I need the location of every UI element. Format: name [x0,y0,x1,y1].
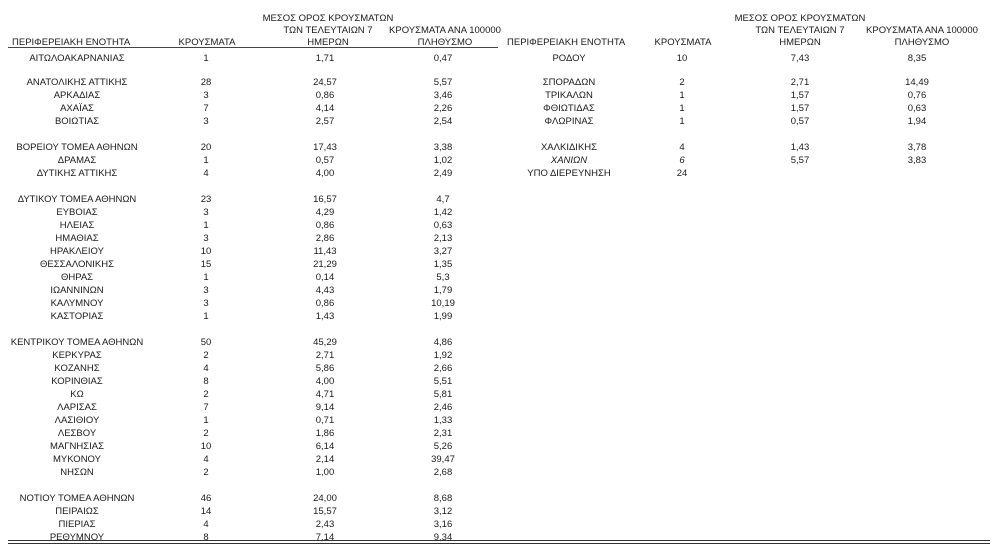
per100k-value: 1,99 [433,311,453,322]
avg7-value: 11,43 [313,246,337,257]
avg7-value: 1,43 [790,142,810,153]
cases-value: 8 [203,532,209,543]
region-name: ΡΕΘΥΜΝΟΥ [49,532,105,543]
region-name: ΔΥΤΙΚΟΥ ΤΟΜΕΑ ΑΘΗΝΩΝ [17,194,137,205]
per100k-value: 1,79 [433,285,453,296]
per100k-value: 2,68 [433,467,453,478]
avg7-value: 2,57 [315,116,335,127]
header-per-line1: ΚΡΟΥΣΜΑΤΑ ΑΝΑ 100000 [866,25,978,36]
per100k-value: 0,63 [907,103,927,114]
avg7-value: 24,00 [313,493,337,504]
cases-value: 3 [203,233,209,244]
region-name: ΔΡΑΜΑΣ [57,155,97,166]
per100k-value: 1,02 [433,155,453,166]
header-divider [8,47,498,48]
region-name: ΦΛΩΡΙΝΑΣ [544,116,594,127]
header-per100k-left [380,25,510,49]
header-avg-line3: ΗΜΕΡΩΝ [307,37,349,48]
region-name: ΒΟΡΕΙΟΥ ΤΟΜΕΑ ΑΘΗΝΩΝ [16,142,138,153]
header-region-left: ΠΕΡΙΦΕΡΕΙΑΚΗ ΕΝΟΤΗΤΑ [12,37,131,48]
cases-value: 1 [679,103,685,114]
header-avg-line1: ΜΕΣΟΣ ΟΡΟΣ ΚΡΟΥΣΜΑΤΩΝ [262,13,394,24]
region-name: ΘΕΣΣΑΛΟΝΙΚΗΣ [40,259,114,270]
per100k-value: 2,26 [433,103,453,114]
cases-value: 2 [679,77,685,88]
region-name: ΕΥΒΟΙΑΣ [56,207,98,218]
avg7-value: 4,71 [315,389,335,400]
cases-value: 1 [203,220,209,231]
per100k-value: 39,47 [431,454,455,465]
cases-value: 1 [679,116,685,127]
cases-value: 1 [203,155,209,166]
cases-value: 20 [200,142,212,153]
region-name: ΜΑΓΝΗΣΙΑΣ [50,441,104,452]
per100k-value: 2,49 [433,168,453,179]
avg7-value: 1,86 [315,428,335,439]
region-name: ΦΘΙΩΤΙΔΑΣ [543,103,595,114]
header-region-right: ΠΕΡΙΦΕΡΕΙΑΚΗ ΕΝΟΤΗΤΑ [507,37,626,48]
region-name: ΔΥΤΙΚΗΣ ΑΤΤΙΚΗΣ [36,168,118,179]
header-avg-line2: ΤΩΝ ΤΕΛΕΥΤΑΙΩΝ 7 [755,25,845,36]
avg7-value: 0,86 [315,298,335,309]
avg7-value: 0,14 [315,272,335,283]
region-name: ΗΜΑΘΙΑΣ [55,233,99,244]
per100k-value: 0,47 [433,53,453,64]
per100k-value: 2,46 [433,402,453,413]
per100k-value: 1,92 [433,350,453,361]
header-cases-right: ΚΡΟΥΣΜΑΤΑ [654,37,712,48]
avg7-value: 4,00 [315,376,335,387]
per100k-value: 1,94 [907,116,927,127]
header-per100k-right [852,25,992,49]
cases-value: 10 [200,441,212,452]
cases-value: 1 [203,415,209,426]
header-avg-line1: ΜΕΣΟΣ ΟΡΟΣ ΚΡΟΥΣΜΑΤΩΝ [734,13,866,24]
cases-value: 4 [203,168,209,179]
avg7-value: 0,71 [315,415,335,426]
per100k-value: 10,19 [431,298,455,309]
per100k-value: 0,63 [433,220,453,231]
avg7-value: 5,86 [315,363,335,374]
region-name: ΚΩ [70,389,84,400]
avg7-value: 2,71 [790,77,810,88]
cases-value: 3 [203,116,209,127]
avg7-value: 4,00 [315,168,335,179]
header-avg-left [258,13,398,49]
cases-value: 1 [203,53,209,64]
region-name: ΙΩΑΝΝΙΝΩΝ [50,285,104,296]
cases-value: 2 [203,428,209,439]
region-name: ΤΡΙΚΑΛΩΝ [545,90,593,101]
avg7-value: 1,71 [315,53,335,64]
avg7-value: 5,57 [790,155,810,166]
region-name: ΛΑΡΙΣΑΣ [57,402,97,413]
per100k-value: 5,3 [436,272,450,283]
region-name: ΚΑΣΤΟΡΙΑΣ [50,311,104,322]
cases-value: 7 [203,103,209,114]
avg7-value: 6,14 [315,441,335,452]
region-name: ΑΧΑΪΑΣ [60,103,94,114]
avg7-value: 4,43 [315,285,335,296]
cases-value: 50 [200,337,212,348]
avg7-value: 24,57 [313,77,337,88]
cases-value: 10 [200,246,212,257]
region-name: ΑΡΚΑΔΙΑΣ [53,90,101,101]
region-name: ΜΥΚΟΝΟΥ [53,454,101,465]
avg7-value: 2,14 [315,454,335,465]
avg7-value: 1,57 [790,103,810,114]
header-avg-right [730,13,870,49]
avg7-value: 1,43 [315,311,335,322]
cases-value: 8 [203,376,209,387]
cases-value: 4 [203,363,209,374]
header-avg-line2: ΤΩΝ ΤΕΛΕΥΤΑΙΩΝ 7 [283,25,373,36]
avg7-value: 2,86 [315,233,335,244]
region-name: ΚΟΡΙΝΘΙΑΣ [51,376,103,387]
per100k-value: 3,83 [907,155,927,166]
region-name: ΡΟΔΟΥ [552,53,586,64]
per100k-value: 8,35 [907,53,927,64]
per100k-value: 1,35 [433,259,453,270]
cases-value: 15 [200,259,212,270]
cases-value: 1 [203,311,209,322]
avg7-value: 9,14 [315,402,335,413]
region-name: ΝΗΣΩΝ [60,467,94,478]
per100k-value: 2,31 [433,428,453,439]
avg7-value: 2,71 [315,350,335,361]
cases-value: 3 [203,285,209,296]
avg7-value: 4,29 [315,207,335,218]
region-name: ΠΕΙΡΑΙΩΣ [55,506,99,517]
region-name: ΚΕΡΚΥΡΑΣ [52,350,102,361]
region-name: ΛΕΣΒΟΥ [57,428,97,439]
cases-value: 1 [203,272,209,283]
cases-value: 4 [203,519,209,530]
cases-value: 2 [203,350,209,361]
per100k-value: 2,13 [433,233,453,244]
region-name: ΚΕΝΤΡΙΚΟΥ ΤΟΜΕΑ ΑΘΗΝΩΝ [10,337,144,348]
region-name: ΒΟΙΩΤΙΑΣ [54,116,100,127]
bottom-rule [8,540,990,541]
cases-value: 3 [203,298,209,309]
region-name: ΝΟΤΙΟΥ ΤΟΜΕΑ ΑΘΗΝΩΝ [19,493,135,504]
avg7-value: 4,14 [315,103,335,114]
region-name: ΑΙΤΩΛΟΑΚΑΡΝΑΝΙΑΣ [29,53,125,64]
per100k-value: 2,66 [433,363,453,374]
cases-value: 28 [200,77,212,88]
cases-value: 10 [676,53,688,64]
header-cases-left: ΚΡΟΥΣΜΑΤΑ [178,37,236,48]
cases-value: 14 [200,506,212,517]
header-per-line1: ΚΡΟΥΣΜΑΤΑ ΑΝΑ 100000 [389,25,501,36]
avg7-value: 1,57 [790,90,810,101]
avg7-value: 16,57 [313,194,337,205]
per100k-value: 3,38 [433,142,453,153]
per100k-value: 3,46 [433,90,453,101]
per100k-value: 8,68 [433,493,453,504]
avg7-value: 1,00 [315,467,335,478]
per100k-value: 14,49 [905,77,929,88]
region-name: ΛΑΣΙΘΙΟΥ [54,415,100,426]
per100k-value: 5,26 [433,441,453,452]
avg7-value: 7,43 [790,53,810,64]
region-name: ΑΝΑΤΟΛΙΚΗΣ ΑΤΤΙΚΗΣ [26,77,128,88]
cases-value: 46 [200,493,212,504]
cases-value: 3 [203,207,209,218]
region-name: ΠΙΕΡΙΑΣ [58,519,96,530]
avg7-value: 17,43 [313,142,337,153]
region-name: ΧΑΛΚΙΔΙΚΗΣ [540,142,598,153]
region-name: ΗΡΑΚΛΕΙΟΥ [50,246,104,257]
cases-value: 1 [679,90,685,101]
per100k-value: 9,34 [433,532,453,543]
avg7-value: 2,43 [315,519,335,530]
per100k-value: 5,81 [433,389,453,400]
per100k-value: 3,16 [433,519,453,530]
per100k-value: 4,7 [436,194,450,205]
cases-value: 4 [679,142,685,153]
bottom-rule-double [8,543,990,544]
cases-value: 3 [203,90,209,101]
cases-value: 7 [203,402,209,413]
region-name: ΘΗΡΑΣ [60,272,94,283]
cases-value: 24 [676,168,688,179]
per100k-value: 3,27 [433,246,453,257]
avg7-value: 0,57 [790,116,810,127]
cases-value: 2 [203,467,209,478]
header-avg-line3: ΗΜΕΡΩΝ [779,37,821,48]
region-name: ΚΑΛΥΜΝΟΥ [50,298,104,309]
per100k-value: 1,42 [433,207,453,218]
region-name: ΗΛΕΙΑΣ [59,220,95,231]
per100k-value: 3,78 [907,142,927,153]
region-name: ΚΟΖΑΝΗΣ [54,363,100,374]
header-per-line2: ΠΛΗΘΥΣΜΟ [417,37,473,48]
per100k-value: 5,51 [433,376,453,387]
per100k-value: 5,57 [433,77,453,88]
avg7-value: 0,86 [315,220,335,231]
avg7-value: 7,14 [315,532,335,543]
per100k-value: 0,76 [907,90,927,101]
avg7-value: 45,29 [313,337,337,348]
avg7-value: 15,57 [313,506,337,517]
region-name: ΣΠΟΡΑΔΩΝ [542,77,596,88]
per100k-value: 1,33 [433,415,453,426]
cases-value: 4 [203,454,209,465]
avg7-value: 0,86 [315,90,335,101]
per100k-value: 4,86 [433,337,453,348]
avg7-value: 0,57 [315,155,335,166]
per100k-value: 2,54 [433,116,453,127]
cases-value: 6 [679,155,685,166]
per100k-value: 3,12 [433,506,453,517]
avg7-value: 21,29 [313,259,337,270]
cases-value: 2 [203,389,209,400]
region-name: ΧΑΝΙΩΝ [550,155,588,166]
cases-value: 23 [200,194,212,205]
header-per-line2: ΠΛΗΘΥΣΜΟ [894,37,950,48]
region-name: ΥΠΟ ΔΙΕΡΕΥΝΗΣΗ [527,168,611,179]
